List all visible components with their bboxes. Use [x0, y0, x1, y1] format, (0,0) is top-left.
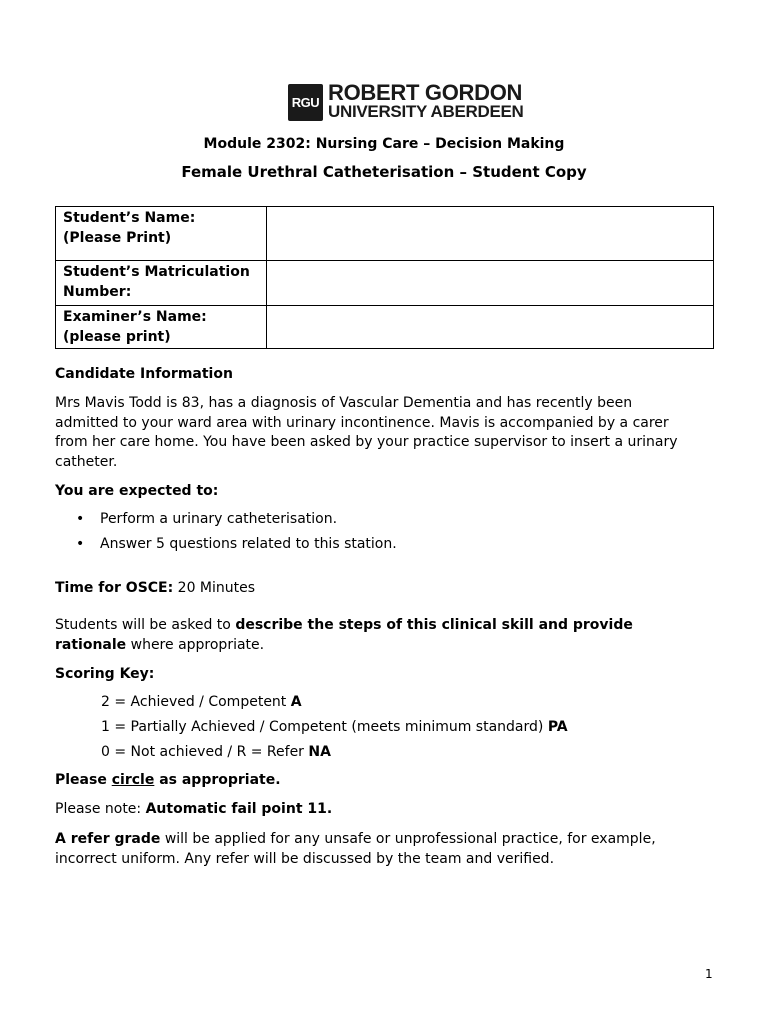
circle-note	[55, 771, 715, 791]
bullet-icon: •	[76, 536, 85, 552]
candidate-line-4: catheter.	[55, 453, 118, 470]
candidate-line-2: admitted to your ward area with urinary incontinence. Mavis is accompanied by a carer	[55, 414, 669, 431]
module-title: Module 2302: Nursing Care – Decision Making	[203, 136, 565, 152]
list-item-text: Perform a urinary catheterisation.	[100, 511, 338, 527]
table-row	[56, 306, 714, 349]
instructions-bold-1: describe the steps of this clinical skill and provide	[235, 617, 633, 633]
instructions-pre: Students will be asked to	[55, 617, 236, 633]
table-row	[56, 261, 714, 306]
note-bold: Automatic fail point 11.	[145, 801, 333, 817]
time-line	[55, 579, 715, 599]
candidate-text	[55, 394, 715, 472]
fail-point-note	[55, 800, 715, 820]
university-logo	[288, 82, 524, 122]
scoring-line-achieved	[101, 693, 302, 712]
refer-note	[55, 830, 715, 869]
matriculation-field[interactable]	[267, 261, 714, 306]
document-title: Female Urethral Catheterisation – Student Copy	[181, 163, 587, 181]
time-label: Time for OSCE:	[55, 580, 174, 596]
candidate-line-3: from her care home. You have been asked by your practice supervisor to insert a urinary	[55, 434, 678, 450]
candidate-heading: Candidate Information	[55, 366, 233, 382]
instructions	[55, 616, 715, 655]
circle-note-post: as appropriate.	[154, 772, 281, 788]
note-pre: Please note:	[55, 801, 146, 817]
scoring-code: NA	[308, 744, 331, 760]
logo-mark: RGU	[288, 84, 323, 121]
label-line: (Please Print)	[63, 230, 172, 246]
scoring-text: 2 = Achieved / Competent	[101, 694, 291, 710]
page-number: 1	[705, 967, 713, 981]
scoring-code: A	[290, 694, 302, 710]
list-item	[55, 535, 397, 560]
label-line: Student’s Name:	[63, 210, 196, 226]
list-item	[55, 510, 397, 535]
refer-bold: A refer grade	[55, 831, 161, 847]
circle-note-pre: Please	[55, 772, 112, 788]
instructions-post: where appropriate.	[126, 636, 265, 653]
matriculation-label	[56, 261, 267, 306]
table-row	[56, 207, 714, 261]
bullet-icon: •	[76, 511, 85, 527]
refer-line-2: incorrect uniform. Any refer will be discussed by the team and verified.	[55, 850, 555, 867]
label-line: Examiner’s Name:	[63, 309, 207, 325]
candidate-line-1: Mrs Mavis Todd is 83, has a diagnosis of Vascular Dementia and has recently been	[55, 395, 633, 411]
expected-list	[55, 510, 397, 560]
scoring-line-partial	[101, 718, 568, 737]
scoring-code: PA	[547, 719, 568, 735]
logo-line-2: UNIVERSITY ABERDEEN	[328, 102, 524, 121]
list-item-text: Answer 5 questions related to this station.	[100, 536, 397, 552]
scoring-text: 0 = Not achieved / R = Refer	[101, 744, 309, 760]
scoring-heading: Scoring Key:	[55, 666, 155, 682]
scoring-text: 1 = Partially Achieved / Competent (meets minimum standard)	[101, 719, 548, 735]
instructions-bold-2: rationale	[55, 636, 127, 653]
logo-text	[328, 80, 524, 121]
expected-heading: You are expected to:	[55, 483, 219, 499]
student-name-field[interactable]	[267, 207, 714, 261]
examiner-name-field[interactable]	[267, 306, 714, 349]
label-line: Student’s Matriculation	[63, 264, 250, 280]
refer-line-1: will be applied for any unsafe or unprofessional practice, for example,	[160, 831, 656, 847]
time-value: 20 Minutes	[173, 580, 256, 596]
student-info-table	[55, 206, 714, 349]
logo-line-1: ROBERT GORDON	[328, 80, 523, 105]
examiner-name-label	[56, 306, 267, 349]
scoring-line-not-achieved	[101, 743, 331, 762]
label-line: Number:	[63, 284, 132, 300]
circle-note-underlined: circle	[111, 772, 155, 788]
label-line: (please print)	[63, 329, 171, 345]
student-name-label	[56, 207, 267, 261]
